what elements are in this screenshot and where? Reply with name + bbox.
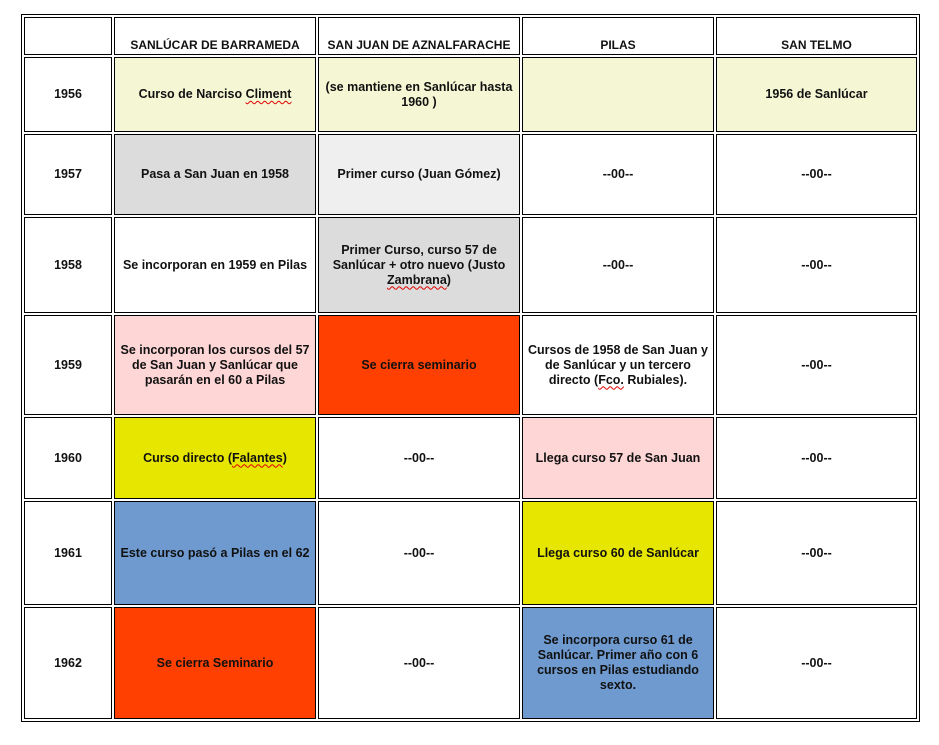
cell-text: Curso directo ( <box>143 450 232 465</box>
spellcheck-word: Climent <box>245 87 292 101</box>
year-cell: 1957 <box>24 134 112 215</box>
santelmo-cell: --00-- <box>716 607 917 719</box>
sanlucar-cell <box>114 57 316 132</box>
sanlucar-cell: Se cierra Seminario <box>114 607 316 719</box>
table-row-1957 <box>24 134 917 215</box>
sanjuan-cell: Primer curso (Juan Gómez) <box>318 134 520 215</box>
spellcheck-word: Falantes <box>232 450 283 465</box>
santelmo-cell: --00-- <box>716 315 917 415</box>
table-row-1961 <box>24 501 917 605</box>
sanjuan-cell: --00-- <box>318 417 520 499</box>
header-san-juan-de-aznalfarache: SAN JUAN DE AZNALFARACHE <box>318 17 520 55</box>
year-cell: 1959 <box>24 315 112 415</box>
sanlucar-cell: Se incorporan los cursos del 57 de San Juan y Sanlúcar que pasarán en el 60 a Pilas <box>114 315 316 415</box>
sanlucar-cell: Pasa a San Juan en 1958 <box>114 134 316 215</box>
santelmo-cell: --00-- <box>716 134 917 215</box>
pilas-cell: Llega curso 57 de San Juan <box>522 417 714 499</box>
header-pilas: PILAS <box>522 17 714 55</box>
table-row-1958 <box>24 217 917 313</box>
sanjuan-cell: Se cierra seminario <box>318 315 520 415</box>
cell-text: Cursos de 1958 de San Juan y de Sanlúcar y un tercero directo ( <box>528 342 708 387</box>
pilas-cell: Se incorpora curso 61 de Sanlúcar. Primer año con 6 cursos en Pilas estudiando sexto. <box>522 607 714 719</box>
pilas-cell <box>522 315 714 415</box>
cell-text: ) <box>446 272 451 287</box>
spellcheck-word: Zambrana <box>387 272 447 287</box>
header-san-telmo <box>716 17 917 55</box>
cell-text: Rubiales). <box>623 372 688 387</box>
year-cell: 1958 <box>24 217 112 313</box>
year-cell: 1961 <box>24 501 112 605</box>
sanjuan-cell: --00-- <box>318 501 520 605</box>
sanjuan-cell: (se mantiene en Sanlúcar hasta 1960 ) <box>318 57 520 132</box>
pilas-cell: Llega curso 60 de Sanlúcar <box>522 501 714 605</box>
sanjuan-cell: --00-- <box>318 607 520 719</box>
sanlucar-cell: Este curso pasó a Pilas en el 62 <box>114 501 316 605</box>
header-san-telmo-text: SAN TELMO <box>781 38 852 52</box>
sanlucar-cell <box>114 417 316 499</box>
santelmo-cell: --00-- <box>716 501 917 605</box>
header-sanlucar-de-barrameda: SANLÚCAR DE BARRAMEDA <box>114 17 316 55</box>
santelmo-cell: --00-- <box>716 417 917 499</box>
sanjuan-cell <box>318 217 520 313</box>
table-row-1962 <box>24 607 917 719</box>
santelmo-cell: --00-- <box>716 217 917 313</box>
header-corner <box>24 17 112 55</box>
table-row-1956 <box>24 57 917 132</box>
cell-text: Primer Curso, curso 57 de Sanlúcar + otro nuevo (Justo <box>332 242 506 272</box>
year-cell: 1960 <box>24 417 112 499</box>
seminary-history-table <box>21 14 920 722</box>
pilas-cell: --00-- <box>522 217 714 313</box>
cell-text: Curso de Narciso <box>138 87 246 101</box>
table-row-1959 <box>24 315 917 415</box>
pilas-cell <box>522 57 714 132</box>
pilas-cell: --00-- <box>522 134 714 215</box>
table-row-1960 <box>24 417 917 499</box>
year-cell: 1962 <box>24 607 112 719</box>
year-cell: 1956 <box>24 57 112 132</box>
header-row <box>24 17 917 55</box>
spellcheck-word: Fco. <box>598 372 624 387</box>
santelmo-cell: 1956 de Sanlúcar <box>716 57 917 132</box>
cell-text: ) <box>282 450 287 465</box>
sanlucar-cell: Se incorporan en 1959 en Pilas <box>114 217 316 313</box>
